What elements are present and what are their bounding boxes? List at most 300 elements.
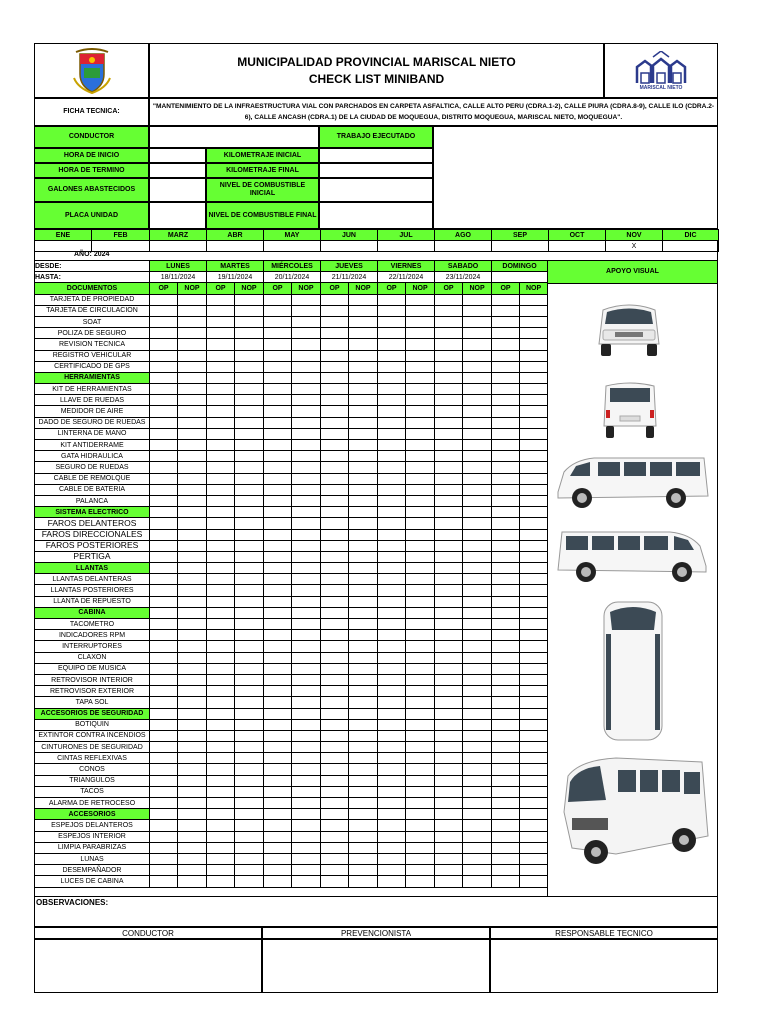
op-cell[interactable] (378, 585, 406, 596)
op-cell[interactable] (378, 820, 406, 831)
op-cell[interactable] (264, 764, 292, 775)
op-cell[interactable] (435, 619, 463, 630)
op-cell[interactable] (435, 674, 463, 685)
op-cell[interactable] (321, 585, 349, 596)
signature-prevencionista-box[interactable] (262, 939, 490, 993)
nop-cell[interactable] (178, 563, 207, 574)
op-cell[interactable] (264, 551, 292, 562)
op-cell[interactable] (150, 798, 178, 809)
op-cell[interactable] (492, 697, 520, 708)
op-cell[interactable] (435, 305, 463, 316)
op-cell[interactable] (321, 786, 349, 797)
nop-cell[interactable] (235, 842, 264, 853)
nop-cell[interactable] (406, 440, 435, 451)
nop-cell[interactable] (406, 328, 435, 339)
op-cell[interactable] (378, 484, 406, 495)
month-mark[interactable]: X (606, 241, 663, 252)
nop-cell[interactable] (520, 563, 548, 574)
op-cell[interactable] (321, 473, 349, 484)
nop-cell[interactable] (406, 775, 435, 786)
op-cell[interactable] (150, 876, 178, 887)
nop-cell[interactable] (292, 764, 321, 775)
op-cell[interactable] (435, 551, 463, 562)
op-cell[interactable] (321, 764, 349, 775)
op-cell[interactable] (378, 786, 406, 797)
nop-cell[interactable] (406, 674, 435, 685)
nop-cell[interactable] (406, 842, 435, 853)
nop-cell[interactable] (349, 619, 378, 630)
op-cell[interactable] (264, 596, 292, 607)
op-cell[interactable] (207, 574, 235, 585)
conductor-input[interactable] (149, 126, 319, 148)
nop-cell[interactable] (292, 417, 321, 428)
nop-cell[interactable] (235, 316, 264, 327)
nop-cell[interactable] (349, 440, 378, 451)
nop-cell[interactable] (178, 764, 207, 775)
op-cell[interactable] (492, 630, 520, 641)
nop-cell[interactable] (406, 339, 435, 350)
nop-cell[interactable] (178, 641, 207, 652)
nop-cell[interactable] (406, 361, 435, 372)
op-cell[interactable] (321, 798, 349, 809)
op-cell[interactable] (435, 820, 463, 831)
nop-cell[interactable] (406, 384, 435, 395)
nop-cell[interactable] (292, 730, 321, 741)
nop-cell[interactable] (463, 361, 492, 372)
op-cell[interactable] (492, 652, 520, 663)
nop-cell[interactable] (349, 630, 378, 641)
nop-cell[interactable] (406, 417, 435, 428)
op-cell[interactable] (150, 462, 178, 473)
nop-cell[interactable] (463, 686, 492, 697)
op-cell[interactable] (321, 484, 349, 495)
op-cell[interactable] (207, 305, 235, 316)
nop-cell[interactable] (520, 473, 548, 484)
nop-cell[interactable] (235, 607, 264, 618)
nop-cell[interactable] (463, 529, 492, 540)
nop-cell[interactable] (235, 328, 264, 339)
op-cell[interactable] (321, 372, 349, 383)
nop-cell[interactable] (406, 551, 435, 562)
nop-cell[interactable] (406, 798, 435, 809)
nop-cell[interactable] (520, 686, 548, 697)
op-cell[interactable] (492, 339, 520, 350)
nop-cell[interactable] (520, 719, 548, 730)
nop-cell[interactable] (520, 786, 548, 797)
op-cell[interactable] (264, 574, 292, 585)
nop-cell[interactable] (463, 820, 492, 831)
op-cell[interactable] (264, 462, 292, 473)
nop-cell[interactable] (520, 372, 548, 383)
nop-cell[interactable] (178, 697, 207, 708)
nop-cell[interactable] (178, 831, 207, 842)
op-cell[interactable] (264, 641, 292, 652)
nop-cell[interactable] (520, 630, 548, 641)
op-cell[interactable] (264, 786, 292, 797)
nop-cell[interactable] (292, 529, 321, 540)
nop-cell[interactable] (520, 417, 548, 428)
nop-cell[interactable] (178, 652, 207, 663)
op-cell[interactable] (207, 865, 235, 876)
nop-cell[interactable] (292, 719, 321, 730)
op-cell[interactable] (321, 842, 349, 853)
op-cell[interactable] (378, 473, 406, 484)
nop-cell[interactable] (235, 865, 264, 876)
op-cell[interactable] (207, 708, 235, 719)
nop-cell[interactable] (463, 551, 492, 562)
op-cell[interactable] (378, 865, 406, 876)
op-cell[interactable] (378, 395, 406, 406)
nop-cell[interactable] (349, 865, 378, 876)
nop-cell[interactable] (463, 719, 492, 730)
nop-cell[interactable] (349, 507, 378, 518)
nop-cell[interactable] (406, 350, 435, 361)
nop-cell[interactable] (292, 294, 321, 305)
nop-cell[interactable] (406, 630, 435, 641)
nop-cell[interactable] (178, 596, 207, 607)
nop-cell[interactable] (349, 529, 378, 540)
op-cell[interactable] (492, 551, 520, 562)
nop-cell[interactable] (463, 563, 492, 574)
nop-cell[interactable] (520, 574, 548, 585)
op-cell[interactable] (207, 551, 235, 562)
op-cell[interactable] (378, 406, 406, 417)
km-final-input[interactable] (319, 163, 433, 178)
op-cell[interactable] (264, 395, 292, 406)
op-cell[interactable] (207, 507, 235, 518)
op-cell[interactable] (435, 451, 463, 462)
nop-cell[interactable] (406, 540, 435, 551)
op-cell[interactable] (264, 563, 292, 574)
nop-cell[interactable] (178, 507, 207, 518)
op-cell[interactable] (378, 574, 406, 585)
nop-cell[interactable] (463, 619, 492, 630)
op-cell[interactable] (378, 686, 406, 697)
op-cell[interactable] (264, 294, 292, 305)
op-cell[interactable] (492, 798, 520, 809)
nop-cell[interactable] (406, 764, 435, 775)
nop-cell[interactable] (292, 462, 321, 473)
nop-cell[interactable] (520, 529, 548, 540)
op-cell[interactable] (207, 596, 235, 607)
op-cell[interactable] (435, 708, 463, 719)
op-cell[interactable] (264, 775, 292, 786)
op-cell[interactable] (492, 641, 520, 652)
nop-cell[interactable] (178, 395, 207, 406)
nop-cell[interactable] (292, 316, 321, 327)
nop-cell[interactable] (349, 350, 378, 361)
nop-cell[interactable] (463, 798, 492, 809)
op-cell[interactable] (264, 831, 292, 842)
nop-cell[interactable] (463, 809, 492, 820)
op-cell[interactable] (207, 876, 235, 887)
nop-cell[interactable] (406, 372, 435, 383)
nop-cell[interactable] (292, 406, 321, 417)
nop-cell[interactable] (349, 574, 378, 585)
op-cell[interactable] (492, 730, 520, 741)
nop-cell[interactable] (292, 473, 321, 484)
nop-cell[interactable] (235, 786, 264, 797)
op-cell[interactable] (435, 630, 463, 641)
op-cell[interactable] (492, 428, 520, 439)
op-cell[interactable] (207, 753, 235, 764)
op-cell[interactable] (435, 495, 463, 506)
op-cell[interactable] (321, 518, 349, 529)
nop-cell[interactable] (235, 540, 264, 551)
nop-cell[interactable] (520, 775, 548, 786)
op-cell[interactable] (264, 820, 292, 831)
op-cell[interactable] (321, 876, 349, 887)
nop-cell[interactable] (178, 753, 207, 764)
nop-cell[interactable] (463, 708, 492, 719)
op-cell[interactable] (321, 406, 349, 417)
nop-cell[interactable] (463, 663, 492, 674)
nop-cell[interactable] (463, 585, 492, 596)
nop-cell[interactable] (406, 641, 435, 652)
nivel-inicial-input[interactable] (319, 178, 433, 202)
nop-cell[interactable] (235, 529, 264, 540)
nop-cell[interactable] (178, 742, 207, 753)
op-cell[interactable] (435, 865, 463, 876)
nop-cell[interactable] (235, 876, 264, 887)
nop-cell[interactable] (349, 417, 378, 428)
month-jun[interactable]: JUN (321, 230, 378, 241)
nop-cell[interactable] (406, 876, 435, 887)
nop-cell[interactable] (406, 596, 435, 607)
op-cell[interactable] (492, 563, 520, 574)
op-cell[interactable] (435, 339, 463, 350)
op-cell[interactable] (150, 831, 178, 842)
nop-cell[interactable] (292, 652, 321, 663)
nop-cell[interactable] (235, 462, 264, 473)
op-cell[interactable] (435, 395, 463, 406)
nop-cell[interactable] (292, 305, 321, 316)
nop-cell[interactable] (520, 518, 548, 529)
op-cell[interactable] (207, 652, 235, 663)
op-cell[interactable] (378, 339, 406, 350)
nop-cell[interactable] (349, 563, 378, 574)
op-cell[interactable] (207, 518, 235, 529)
nop-cell[interactable] (463, 865, 492, 876)
nop-cell[interactable] (463, 764, 492, 775)
nop-cell[interactable] (520, 674, 548, 685)
nop-cell[interactable] (178, 876, 207, 887)
op-cell[interactable] (150, 719, 178, 730)
op-cell[interactable] (150, 372, 178, 383)
nop-cell[interactable] (463, 339, 492, 350)
op-cell[interactable] (378, 596, 406, 607)
nop-cell[interactable] (463, 395, 492, 406)
nop-cell[interactable] (178, 529, 207, 540)
nop-cell[interactable] (178, 462, 207, 473)
op-cell[interactable] (264, 719, 292, 730)
month-oct[interactable]: OCT (549, 230, 606, 241)
nop-cell[interactable] (520, 809, 548, 820)
op-cell[interactable] (378, 775, 406, 786)
op-cell[interactable] (435, 361, 463, 372)
nop-cell[interactable] (178, 619, 207, 630)
nop-cell[interactable] (235, 428, 264, 439)
nop-cell[interactable] (292, 742, 321, 753)
op-cell[interactable] (264, 440, 292, 451)
op-cell[interactable] (492, 473, 520, 484)
op-cell[interactable] (492, 574, 520, 585)
op-cell[interactable] (435, 809, 463, 820)
nop-cell[interactable] (178, 417, 207, 428)
nop-cell[interactable] (349, 294, 378, 305)
op-cell[interactable] (264, 484, 292, 495)
nop-cell[interactable] (520, 384, 548, 395)
nop-cell[interactable] (349, 775, 378, 786)
km-inicial-input[interactable] (319, 148, 433, 163)
nop-cell[interactable] (178, 842, 207, 853)
nop-cell[interactable] (406, 619, 435, 630)
nop-cell[interactable] (235, 507, 264, 518)
op-cell[interactable] (207, 384, 235, 395)
nop-cell[interactable] (292, 853, 321, 864)
nop-cell[interactable] (235, 764, 264, 775)
op-cell[interactable] (207, 428, 235, 439)
op-cell[interactable] (321, 305, 349, 316)
nop-cell[interactable] (349, 853, 378, 864)
op-cell[interactable] (492, 753, 520, 764)
nop-cell[interactable] (235, 395, 264, 406)
op-cell[interactable] (150, 630, 178, 641)
op-cell[interactable] (207, 607, 235, 618)
op-cell[interactable] (150, 607, 178, 618)
nop-cell[interactable] (520, 440, 548, 451)
nop-cell[interactable] (520, 495, 548, 506)
op-cell[interactable] (150, 585, 178, 596)
nop-cell[interactable] (235, 372, 264, 383)
op-cell[interactable] (378, 630, 406, 641)
op-cell[interactable] (207, 663, 235, 674)
month-ene[interactable]: ENE (35, 230, 92, 241)
op-cell[interactable] (321, 529, 349, 540)
op-cell[interactable] (378, 607, 406, 618)
op-cell[interactable] (435, 484, 463, 495)
nop-cell[interactable] (292, 663, 321, 674)
op-cell[interactable] (378, 831, 406, 842)
nop-cell[interactable] (235, 596, 264, 607)
nop-cell[interactable] (349, 305, 378, 316)
op-cell[interactable] (150, 853, 178, 864)
op-cell[interactable] (321, 686, 349, 697)
nop-cell[interactable] (235, 641, 264, 652)
nop-cell[interactable] (292, 384, 321, 395)
op-cell[interactable] (435, 742, 463, 753)
op-cell[interactable] (378, 316, 406, 327)
nop-cell[interactable] (235, 484, 264, 495)
nop-cell[interactable] (235, 686, 264, 697)
nop-cell[interactable] (520, 428, 548, 439)
op-cell[interactable] (264, 708, 292, 719)
op-cell[interactable] (207, 473, 235, 484)
op-cell[interactable] (435, 798, 463, 809)
op-cell[interactable] (378, 753, 406, 764)
nop-cell[interactable] (406, 809, 435, 820)
nop-cell[interactable] (178, 372, 207, 383)
op-cell[interactable] (492, 417, 520, 428)
nop-cell[interactable] (292, 350, 321, 361)
op-cell[interactable] (264, 798, 292, 809)
nop-cell[interactable] (520, 641, 548, 652)
op-cell[interactable] (150, 786, 178, 797)
nop-cell[interactable] (235, 809, 264, 820)
nop-cell[interactable] (235, 753, 264, 764)
nop-cell[interactable] (235, 350, 264, 361)
op-cell[interactable] (321, 451, 349, 462)
nop-cell[interactable] (349, 339, 378, 350)
op-cell[interactable] (207, 764, 235, 775)
op-cell[interactable] (150, 417, 178, 428)
op-cell[interactable] (435, 428, 463, 439)
nop-cell[interactable] (520, 831, 548, 842)
op-cell[interactable] (207, 529, 235, 540)
op-cell[interactable] (378, 697, 406, 708)
op-cell[interactable] (435, 775, 463, 786)
op-cell[interactable] (264, 540, 292, 551)
nop-cell[interactable] (349, 585, 378, 596)
op-cell[interactable] (207, 619, 235, 630)
op-cell[interactable] (207, 495, 235, 506)
nop-cell[interactable] (235, 294, 264, 305)
op-cell[interactable] (321, 339, 349, 350)
nop-cell[interactable] (520, 742, 548, 753)
nop-cell[interactable] (520, 507, 548, 518)
nop-cell[interactable] (235, 339, 264, 350)
op-cell[interactable] (207, 730, 235, 741)
nop-cell[interactable] (520, 842, 548, 853)
nop-cell[interactable] (349, 798, 378, 809)
op-cell[interactable] (378, 708, 406, 719)
nop-cell[interactable] (349, 462, 378, 473)
nop-cell[interactable] (292, 630, 321, 641)
nop-cell[interactable] (178, 328, 207, 339)
nop-cell[interactable] (292, 440, 321, 451)
signature-responsable-box[interactable] (490, 939, 718, 993)
op-cell[interactable] (264, 529, 292, 540)
op-cell[interactable] (492, 809, 520, 820)
nop-cell[interactable] (235, 563, 264, 574)
op-cell[interactable] (435, 294, 463, 305)
nop-cell[interactable] (406, 697, 435, 708)
nop-cell[interactable] (463, 753, 492, 764)
nop-cell[interactable] (349, 384, 378, 395)
nop-cell[interactable] (349, 328, 378, 339)
op-cell[interactable] (207, 674, 235, 685)
op-cell[interactable] (207, 641, 235, 652)
nop-cell[interactable] (235, 697, 264, 708)
nivel-final-input[interactable] (319, 202, 433, 229)
nop-cell[interactable] (520, 585, 548, 596)
nop-cell[interactable] (463, 697, 492, 708)
op-cell[interactable] (150, 641, 178, 652)
op-cell[interactable] (435, 518, 463, 529)
op-cell[interactable] (207, 540, 235, 551)
op-cell[interactable] (150, 540, 178, 551)
op-cell[interactable] (435, 585, 463, 596)
op-cell[interactable] (435, 764, 463, 775)
op-cell[interactable] (207, 775, 235, 786)
nop-cell[interactable] (520, 462, 548, 473)
op-cell[interactable] (321, 395, 349, 406)
op-cell[interactable] (150, 551, 178, 562)
nop-cell[interactable] (463, 842, 492, 853)
nop-cell[interactable] (178, 853, 207, 864)
nop-cell[interactable] (178, 820, 207, 831)
nop-cell[interactable] (292, 708, 321, 719)
